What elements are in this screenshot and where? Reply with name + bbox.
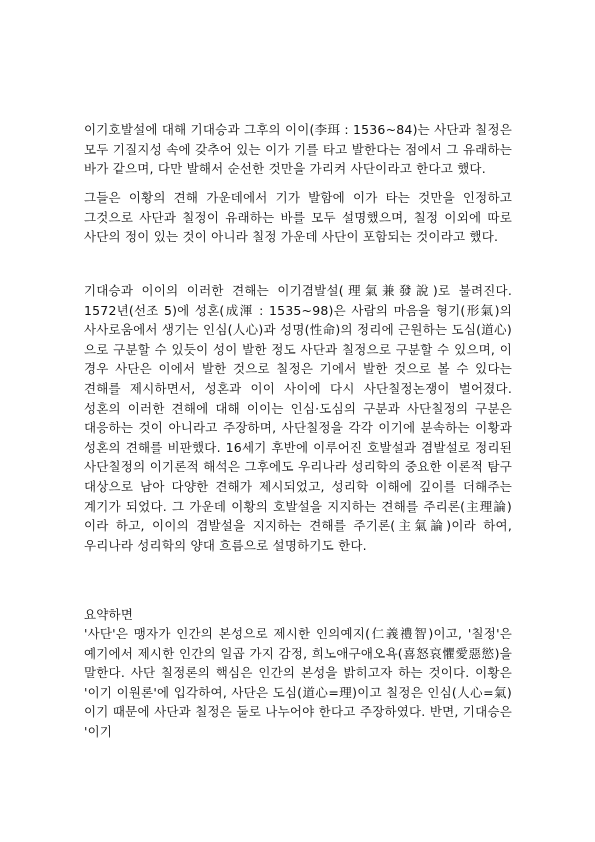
summary-paragraph: '사단'은 맹자가 인간의 본성으로 제시한 인의예지(仁義禮智)이고, '칠정'은 예기에서 제시한 인간의 일곱 가지 감정, 희노애구애오욕(喜怒哀懼愛惡慾)을 말한다. 사단 칠정론의 핵심은 인간의 본성을 밝히고자 하는 것이다. 이황은 '이기 이원론'에 입각하여, 사단은 도심(道心=理)이고 칠정은 인심(人心=氣)이기 때문에 사단과 칠정은 둘로 나누어야 한다고 주장하였다. 반면, 기대승은 '이기 [84, 626, 512, 739]
paragraph-3: 기대승과 이이의 이러한 견해는 이기겸발설(理氣兼發說)로 불려진다. 1572년(선조 5)에 성혼(成渾 : 1535~98)은 사람의 마음을 형기(形氣)의 사사로움에서 생기는 인심(人心)과 성명(性命)의 정리에 근원하는 도심(道心)으로 구분할 수 있듯이 성이 발한 정도 사단과 칠정으로 구분할 수 있으며, 이 경우 사단은 이에서 발한 것으로 칠정은 기에서 발한 것으로 볼 수 있다는 견해를 제시하면서, 성혼과 이이 사이에 다시 사단칠정논쟁이 벌어졌다. 성혼의 이러한 견해에 대해 이이는 인심·도심의 구분과 사단칠정의 구분은 대응하는 것이 아니라고 주장하며, 사단칠정을 각각 이기에 분속하는 이황과 성혼의 견해를 비판했다. 16세기 후반에 이루어진 호발설과 겸발설로 정리된 사단칠정의 이기론적 해석은 그후에도 우리나라 성리학의 중요한 이론적 탐구 대상으로 남아 다양한 견해가 제시되었고, 성리학 이해에 깊이를 더해주는 계기가 되었다. 그 가운데 이황의 호발설을 지지하는 견해를 주리론(主理論)이라 하고, 이이의 겸발설을 지지하는 견해를 주기론(主氣論)이라 하여, 우리나라 성리학의 양대 흐름으로 설명하기도 한다. [84, 283, 512, 553]
document-page [84, 0, 512, 842]
paragraph-2: 그들은 이황의 견해 가운데에서 기가 발함에 이가 타는 것만을 인정하고 그것으로 사단과 칠정이 유래하는 바를 모두 설명했으며, 칠정 이외에 따로 사단의 정이 있는 것이 아니라 칠정 가운데 사단이 포함되는 것이라고 했다. [84, 190, 512, 245]
paragraph-1: 이기호발설에 대해 기대승과 그후의 이이(李珥 : 1536~84)는 사단과 칠정은 모두 기질지성 속에 갖추어 있는 이가 기를 타고 발한다는 점에서 그 유래하는 바가 같으며, 다만 발해서 순선한 것만을 가리켜 사단이라고 한다고 했다. [84, 122, 512, 177]
summary-heading: 요약하면 [84, 607, 134, 622]
